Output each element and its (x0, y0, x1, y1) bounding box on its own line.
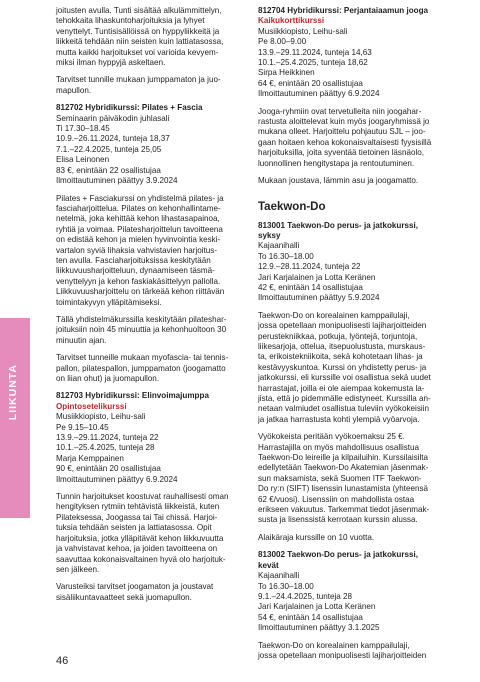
text-line: 64 €, enintään 20 osallistujaa (258, 78, 363, 88)
text-line: sisäliikuntavaatteet sekä juomapullon. (56, 592, 192, 602)
text-line: 9.1.–24.4.2025, tunteja 28 (258, 591, 353, 601)
text-line: 62 €/vuosi). Lisenssiin on mahdollista ostaa (258, 494, 415, 504)
text-line: Tarvitset tunnille mukaan jumppamaton ja juo- (56, 75, 221, 85)
course-813001-belt-info (258, 432, 442, 526)
text-line: 10.1.–25.4.2025, tunteja 28 (56, 443, 155, 453)
intro-note (56, 75, 239, 96)
text-line: Jari Karjalainen ja Lotta Keränen (258, 602, 376, 612)
text-line: 813002 Taekwon-Do perus- ja jatkokurssi, (258, 550, 418, 560)
text-line: Pilates + Fasciakurssi on yhdistelmä pilates- ja (56, 193, 224, 203)
text-line: 813001 Taekwon-Do perus- ja jatkokurssi, (258, 220, 418, 230)
section-title-taekwondo: Taekwon-Do (258, 200, 326, 213)
text-line: Marja Kemppainen (56, 453, 124, 463)
text-line: perustekniikkaa, potkuja, lyöntejä, torjuntoja, (258, 331, 418, 341)
text-line: mutta kaikki harjoitukset voi varioida kevyem- (56, 47, 219, 57)
course-813001-description (258, 311, 442, 425)
text-line: 90 €, enintään 20 osallistujaa (56, 464, 161, 474)
right-column (258, 6, 442, 668)
text-line: ja jatkaa harrastusta kohti ylempiä vyöarvoja. (258, 414, 420, 424)
text-line: Taekwon-Do on korealainen kamppailulaji, (258, 640, 410, 650)
text-line: pallon, pilatespallon, jumppamaton (joogamatto (56, 363, 226, 373)
course-812704-details (258, 27, 442, 100)
text-line: Pe 9.15–10.45 (56, 422, 109, 432)
text-line: 42 €, enintään 14 osallistujaa (258, 282, 363, 292)
text-line: kestävyyskuntoa. Kurssi on yhdistetty perus- ja (258, 362, 427, 372)
text-line: sun maksamista, sekä Suomen ITF Taekwon- (258, 473, 422, 483)
text-line: erikseen vakuutus. Tarkemmat tiedot jäsenmak- (258, 505, 430, 515)
text-line: sen jälkeen. (56, 564, 100, 574)
course-812704-description (258, 107, 442, 169)
text-line: Do ry:n (SIFT) lisenssin lunastamista (yhteensä (258, 484, 429, 494)
text-line: Ilmoittautuminen päättyy 5.9.2024 (258, 293, 380, 303)
text-line: Varusteiksi tarvitset joogamaton ja joustavat (56, 582, 214, 592)
text-line: Ilmoittautuminen päättyy 3.1.2025 (258, 623, 380, 633)
text-line: Ilmoittautuminen päättyy 6.9.2024 (56, 474, 178, 484)
text-line: 10.1.–25.4.2025, tunteja 18,62 (258, 58, 368, 68)
text-line: mapullon. (56, 85, 92, 95)
text-line: Pe 8.00–9.00 (258, 37, 307, 47)
text-line: ja vahvistavat kehoa, ja joiden tavoitteena on (56, 544, 218, 554)
course-812703-details (56, 412, 239, 485)
course-813002-details (258, 571, 442, 633)
text-line: mukana olleet. Harjoittelu pohjautuu SJL – joo- (258, 127, 426, 137)
text-line: venyttelyt. Tuntisisällöissä on hyppyliikkeitä ja (56, 26, 220, 36)
text-line: susta ja lisenssistä kerrotaan kurssin alussa. (258, 515, 418, 525)
course-812703-subtitle: Opintosetelikurssi (56, 401, 127, 411)
text-line: jatkokurssi, eli kurssille voi osallistua sekä uudet (258, 373, 431, 383)
text-line: Jooga-ryhmiin ovat tervetulleita niin joogahar- (258, 106, 422, 116)
text-line: toimintakyvyn ylläpitämiseksi. (56, 297, 162, 307)
text-line: Kajaanihalli (258, 241, 300, 251)
text-line: Musiikkiopisto, Leihu-sali (56, 412, 146, 422)
text-line: Tunnin harjoitukset koostuvat rauhallisesti oman (56, 492, 229, 502)
text-line: 13.9.–29.11.2024, tunteja 22 (56, 433, 159, 443)
course-812704-subtitle: Kaikukorttikurssi (258, 16, 325, 26)
text-line: liikesarjoja, ottelua, itsepuolustusta, murskaus- (258, 341, 426, 351)
text-line: syksy (258, 230, 281, 240)
text-line: Taekwon-Do on korealainen kamppailulaji, (258, 310, 410, 320)
text-line: Ti 17.30–18.45 (56, 124, 110, 134)
page-number: 46 (56, 655, 69, 667)
text-line: 10.9.–26.11.2024, tunteja 18,37 (56, 134, 170, 144)
text-line: 83 €, enintään 22 osallistujaa (56, 165, 161, 175)
course-812703-equipment (56, 582, 239, 603)
text-line: 13.9.–29.11.2024, tunteja 14,63 (258, 47, 372, 57)
text-line: venyttelyyn ja kehon faskiakäsittelyyn pallolla. (56, 276, 221, 286)
text-line: miksi ilman hyppyjä askeltaen. (56, 58, 166, 68)
text-line: jista, että jo pidemmälle edistyneet. Kurssilla an- (258, 394, 431, 403)
text-line: Tällä yhdistelmäkurssilla keskitytään pilateshar- (56, 314, 227, 324)
text-line: ryhtiä ja voimaa. Pilatesharjoittelun tavoitteena (56, 224, 223, 234)
intro-paragraph (56, 6, 239, 68)
text-line: joitusten avulla. Tunti sisältää alkulämmittelyn, (56, 6, 222, 15)
text-line: vartalon syviä lihaksia vahvistavien harjoitus- (56, 245, 218, 255)
course-812703-title: 812703 Hybridikurssi: Elinvoimajumppa (56, 391, 209, 401)
text-line: minuutin ajan. (56, 335, 107, 345)
text-line: Harrastajilla on myös mahdollisuus osallistua (258, 442, 420, 452)
course-812704-title: 812704 Hybridikurssi: Perjantaiaamun jooga (258, 6, 429, 15)
course-812702-details (56, 114, 239, 187)
text-line: To 16.30–18.00 (258, 251, 314, 261)
text-line: Ilmoittautuminen päättyy 3.9.2024 (56, 176, 178, 186)
text-line: 12.9.–28.11.2024, tunteja 22 (258, 262, 361, 272)
text-line: rastusta aloittelevat kuin myös joogaryhmissä jo (258, 117, 430, 127)
text-line: harrastajat, joilla ei ole aiempaa kokemusta la- (258, 383, 425, 393)
text-line: joituksiin noin 45 minuuttia ja kehonhuoltoon 30 (56, 325, 227, 335)
text-line: hengityksen rytmiin tehtävistä liikkeistä, kuten (56, 502, 220, 512)
text-line: Tarvitset tunneille mukaan myofascia- tai tennis- (56, 353, 229, 363)
text-line: jossa opetellaan monipuolisesti lajiharjoitteiden (258, 321, 427, 331)
text-line: ten avulla. Fasciaharjoituksissa keskitytään (56, 255, 211, 265)
text-line: edellytetään Taekwon-Do Akatemian jäsenmak- (258, 463, 429, 473)
text-line: 54 €, enintään 14 osallistujaa (258, 612, 363, 622)
text-line: liikkeitä tehdään niin seisten kuin lattiatasossa, (56, 37, 224, 47)
course-813001-details (258, 241, 442, 303)
text-line: netaan valmiudet osallistua tuleviin vyökokeisiin (258, 404, 429, 414)
course-813001-age-limit (258, 533, 442, 543)
course-813001-title (258, 221, 442, 242)
text-line: Pilateksessa, Joogassa tai Tai chissä. Harjoi- (56, 512, 218, 522)
text-line: gaan hoitaen kehoa kokonaisvaltaisesti fyysisillä (258, 137, 432, 147)
text-line: Liikkuvuusharjoittelu on tärkeää kehon riittävän (56, 287, 225, 297)
text-line: To 16.30–18.00 (258, 581, 314, 591)
course-813002-title (258, 550, 442, 571)
text-line: on edistää kehon ja mielen hyvinvointia keski- (56, 235, 221, 245)
section-side-tab (0, 318, 30, 518)
text-line: netelmä, joka kehittää kehon lihastasapainoa, (56, 214, 220, 224)
text-line: Mukaan joustava, lämmin asu ja joogamatto. (258, 176, 419, 186)
course-812702-equipment (56, 353, 239, 384)
course-812703-description (56, 492, 239, 575)
text-line: Elisa Leinonen (56, 155, 110, 165)
text-line: tuksia tehdään seisten ja lattiatasossa. Opit (56, 523, 212, 533)
course-812702-description-2 (56, 315, 239, 346)
text-line: Vyökokeista peritään vyökoemaksu 25 €. (258, 432, 405, 442)
course-813002-description (258, 641, 442, 662)
text-line: harjoituksia, jotka ylläpitävät kehon liikkuvuutta (56, 533, 224, 543)
text-line: jossa opetellaan monipuolisesti lajiharjoitteiden (258, 650, 427, 660)
course-812704-closing (258, 176, 442, 186)
course-812702-title: 812702 Hybridikurssi: Pilates + Fascia (56, 103, 203, 113)
text-line: saavuttaa kokonaisvaltainen hyvä olo harjoituk- (56, 554, 226, 564)
text-line: Seminaarin päiväkodin juhlasali (56, 113, 170, 123)
text-line: ta, erikoistekniikoita, sekä kohotetaan lihas- ja (258, 352, 423, 362)
text-line: Ilmoittautuminen päättyy 6.9.2024 (258, 89, 380, 99)
text-line: kevät (258, 560, 279, 570)
text-line: Sirpa Heikkinen (258, 68, 315, 78)
text-line: Musiikkiopisto, Leihu-sali (258, 26, 348, 36)
text-line: luonnollinen hengitystapa ja rentoutuminen. (258, 158, 415, 168)
text-line: Taekwon-Do leireille ja kilpailuihin. Kurssilaisilta (258, 453, 429, 463)
text-line: 7.1.–22.4.2025, tunteja 25,05 (56, 144, 162, 154)
text-line: Alaikäraja kurssille on 10 vuotta. (258, 532, 375, 542)
text-line: fasciaharjoittelua. Pilates on kehonhallintame- (56, 203, 221, 213)
side-tab-label: LIIKUNTA (7, 364, 19, 421)
text-line: tehokkaita lihaskuntoharjoituksia ja lyhyet (56, 16, 205, 26)
text-line: on liian ohut) ja juomapullon. (56, 374, 160, 383)
text-line: Jari Karjalainen ja Lotta Keränen (258, 272, 376, 282)
course-812702-description (56, 194, 239, 308)
text-line: harjoituksilla, joita syventää tietoinen läsnäolo, (258, 148, 425, 158)
left-column (56, 6, 239, 610)
text-line: Kajaanihalli (258, 571, 300, 581)
text-line: liikkuvuusharjoitteluun, dynaamiseen täsmä- (56, 266, 215, 276)
